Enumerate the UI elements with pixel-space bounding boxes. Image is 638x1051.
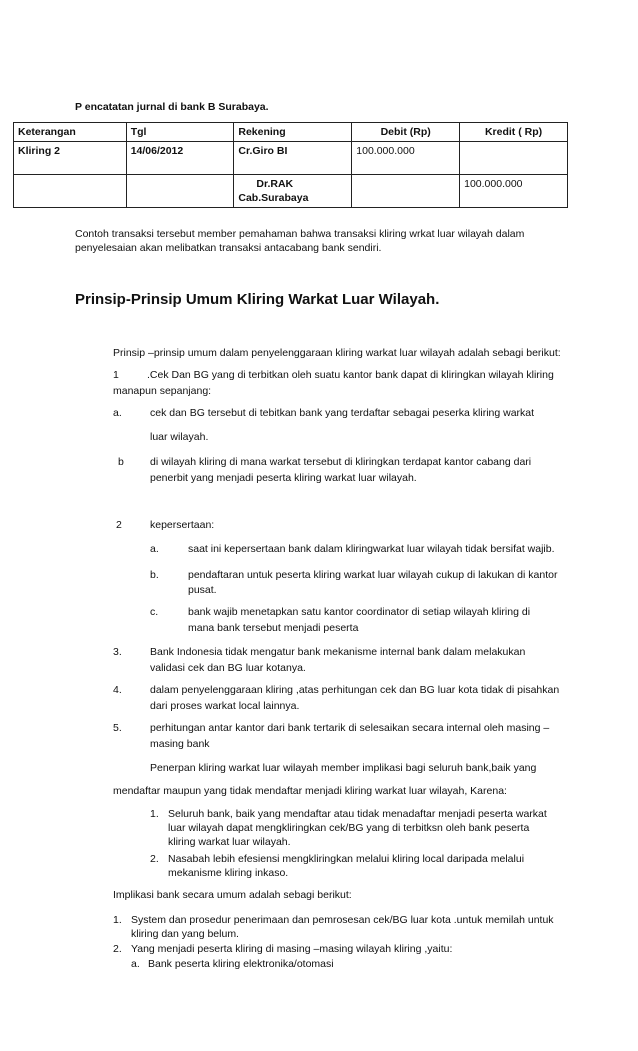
item-5-text: perhitungan antar kantor dari bank tertarik di selesaikan secara internal oleh masing –: [150, 722, 550, 734]
item-2c-label: c.: [150, 606, 159, 618]
intro-line: penyelesaian akan melibatkan transaksi antacabang bank sendiri.: [75, 242, 382, 254]
journal-table: [13, 122, 568, 208]
header-tgl: Tgl: [126, 123, 234, 142]
table-row: [14, 142, 568, 175]
table-header-row: [14, 123, 568, 142]
reason-1-line: Seluruh bank, baik yang mendaftar atau tidak menadaftar menjadi peserta warkat: [168, 808, 547, 820]
rekening-cabang: Cab.Surabaya: [238, 192, 309, 204]
item-b-text: di wilayah kliring di mana warkat tersebut di kliringkan terdapat kantor cabang dari: [150, 456, 532, 468]
item-4-number: 4.: [113, 684, 122, 696]
reason-1-line: kliring warkat luar wilayah.: [168, 836, 291, 848]
header-debit: Debit (Rp): [352, 123, 460, 142]
intro-line: Contoh transaksi tersebut member pemahaman bahwa transaksi kliring wrkat luar wilayah dalam: [75, 228, 525, 240]
item-1-number: 1: [113, 369, 119, 381]
item-a-text: cek dan BG tersebut di tebitkan bank yang terdaftar sebagai peserka kliring warkat: [150, 407, 535, 419]
reason-2-number: 2.: [150, 853, 159, 865]
journal-heading: P encatatan jurnal di bank B Surabaya.: [75, 101, 269, 113]
item-2-number: 2: [116, 519, 122, 531]
cell-keterangan: Kliring 2: [14, 142, 127, 175]
implikasi-1-line: System dan prosedur penerimaan dan pemrosesan cek/BG luar kota .untuk memilah untuk: [131, 914, 554, 926]
item-5-number: 5.: [113, 722, 122, 734]
item-2c-text-cont: mana bank tersebut menjadi peserta: [188, 622, 359, 634]
item-5-text-cont: masing bank: [150, 738, 210, 750]
cell-tgl: [126, 175, 234, 208]
implikasi-1-text: [131, 913, 554, 941]
item-b-label: b: [118, 456, 124, 468]
implikasi-2-text: Yang menjadi peserta kliring di masing –masing wilayah kliring ,yaitu:: [131, 943, 453, 955]
cell-kredit: 100.000.000: [460, 175, 568, 208]
header-keterangan: Keterangan: [14, 123, 127, 142]
reason-1-text: [168, 807, 547, 849]
reason-1-line: luar wilayah dapat mengkliringkan cek/BG yang di terbitksn oleh bank peserta: [168, 822, 530, 834]
cell-rekening: Cr.Giro BI: [234, 142, 352, 175]
cell-debit: 100.000.000: [352, 142, 460, 175]
cell-keterangan: [14, 175, 127, 208]
reason-2-text: [168, 852, 524, 880]
item-2a-label: a.: [150, 543, 159, 555]
item-2-text: kepersertaan:: [150, 519, 215, 531]
cell-tgl: 14/06/2012: [126, 142, 234, 175]
item-3-text-cont: validasi cek dan BG luar kotanya.: [150, 662, 306, 674]
item-4-text-cont: dari proses warkat local lainnya.: [150, 700, 300, 712]
item-a-text-cont: luar wilayah.: [150, 431, 209, 443]
item-2b-label: b.: [150, 569, 159, 581]
implikasi-1-line: kliring dan yang belum.: [131, 928, 239, 940]
principles-intro: Prinsip –prinsip umum dalam penyelenggaraan kliring warkat luar wilayah adalah sebagi berikut:: [113, 347, 561, 359]
item-2c-text: bank wajib menetapkan satu kantor coordinator di setiap wilayah kliring di: [188, 606, 531, 618]
item-1-text-cont: manapun sepanjang:: [113, 385, 212, 397]
implication-text: Penerpan kliring warkat luar wilayah member implikasi bagi seluruh bank,baik yang: [150, 762, 537, 774]
item-3-number: 3.: [113, 646, 122, 658]
reason-2-line: mekanisme kliring inkaso.: [168, 867, 289, 879]
table-row: [14, 175, 568, 208]
header-kredit: Kredit ( Rp): [460, 123, 568, 142]
implication-text-cont: mendaftar maupun yang tidak mendaftar menjadi kliring warkat luar wilayah, Karena:: [113, 785, 507, 797]
item-a-label: a.: [113, 407, 122, 419]
header-rekening: Rekening: [234, 123, 352, 142]
intro-paragraph: [75, 227, 555, 255]
cell-kredit: [460, 142, 568, 175]
implikasi-2a-text: Bank peserta kliring elektronika/otomasi: [148, 958, 334, 970]
implikasi-1-number: 1.: [113, 914, 122, 926]
item-2a-text: saat ini kepersertaan bank dalam kliringwarkat luar wilayah tidak bersifat wajib.: [188, 543, 555, 555]
rekening-dr: Dr.RAK: [256, 178, 294, 190]
item-3-text: Bank Indonesia tidak mengatur bank mekanisme internal bank dalam melakukan: [150, 646, 526, 658]
item-2b-text-cont: pusat.: [188, 584, 217, 596]
implikasi-2-number: 2.: [113, 943, 122, 955]
item-4-text: dalam penyelenggaraan kliring ,atas perhitungan cek dan BG luar kota tidak di pisahkan: [150, 684, 560, 696]
item-2b-text: pendaftaran untuk peserta kliring warkat luar wilayah cukup di lakukan di kantor: [188, 569, 558, 581]
section-title: Prinsip-Prinsip Umum Kliring Warkat Luar Wilayah.: [75, 291, 440, 308]
item-1-text: .Cek Dan BG yang di terbitkan oleh suatu kantor bank dapat di kliringkan wilayah kliring: [147, 369, 554, 381]
cell-debit: [352, 175, 460, 208]
reason-1-number: 1.: [150, 808, 159, 820]
implikasi-intro: Implikasi bank secara umum adalah sebagi berikut:: [113, 889, 352, 901]
cell-rekening: [234, 175, 352, 208]
reason-2-line: Nasabah lebih efesiensi mengkliringkan melalui kliring local daripada melalui: [168, 853, 525, 865]
item-b-text-cont: penerbit yang menjadi peserta kliring warkat luar wilayah.: [150, 472, 417, 484]
implikasi-2a-label: a.: [131, 958, 140, 970]
